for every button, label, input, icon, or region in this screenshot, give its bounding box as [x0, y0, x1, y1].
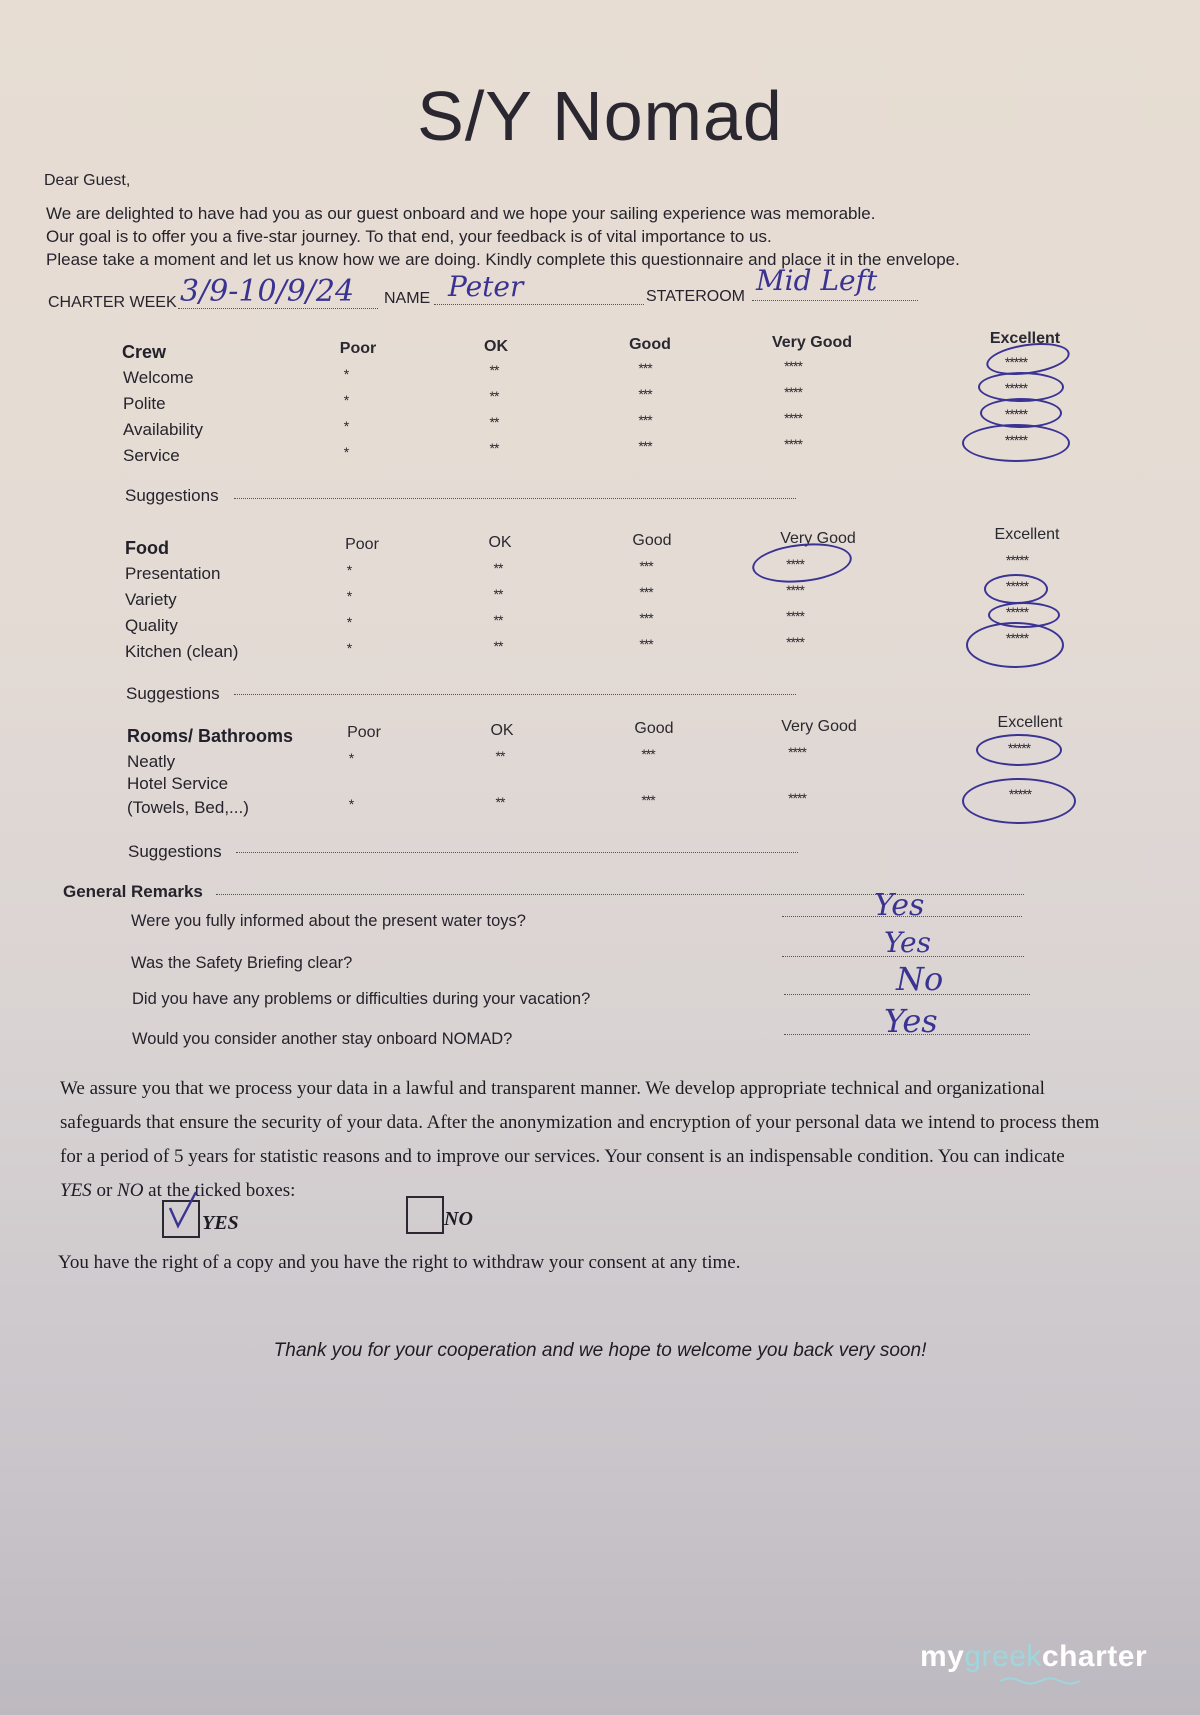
consent-yes-checkbox[interactable] [162, 1200, 200, 1238]
rating-stars[interactable]: **** [788, 744, 806, 760]
crew-col-excellent: Excellent [989, 330, 1061, 347]
rating-stars[interactable]: ** [493, 586, 503, 602]
rating-stars[interactable]: **** [786, 634, 804, 650]
rooms-col-good: Good [634, 720, 674, 737]
intro-line-3: Please take a moment and let us know how we are doing. Kindly complete this questionnaire and place it in the envelope. [46, 250, 960, 269]
rating-stars[interactable]: ** [493, 560, 503, 576]
intro-line-2: Our goal is to offer you a five-star journey. To that end, your feedback is of vital importance to us. [46, 227, 772, 246]
rating-stars[interactable]: ** [493, 638, 503, 654]
rating-stars-selected[interactable]: ***** [1004, 380, 1028, 396]
rating-stars-selected[interactable]: ***** [1005, 604, 1029, 620]
consent-no-checkbox[interactable] [406, 1196, 444, 1234]
rating-stars-selected[interactable]: ***** [1004, 406, 1028, 422]
rating-stars[interactable]: ** [489, 388, 499, 404]
rooms-suggestions-label: Suggestions [128, 842, 222, 861]
rating-stars[interactable]: * [346, 614, 352, 630]
rating-stars[interactable]: * [343, 366, 349, 382]
rating-stars-selected[interactable]: ***** [1008, 786, 1032, 802]
checkmark-icon [166, 1190, 200, 1230]
rating-stars[interactable]: * [343, 392, 349, 408]
rating-stars[interactable]: * [346, 562, 352, 578]
rating-stars[interactable]: * [346, 588, 352, 604]
crew-col-poor: Poor [339, 340, 377, 357]
crew-suggestions-line[interactable] [234, 498, 796, 499]
rating-stars[interactable]: **** [784, 384, 802, 400]
rating-stars-selected[interactable]: ***** [1005, 630, 1029, 646]
charter-week-value[interactable]: 3/9-10/9/24 [180, 274, 355, 309]
selection-circle [976, 734, 1062, 766]
consent-line-1: We assure you that we process your data in a lawful and transparent manner. We develop appropriate technical and organizational [60, 1078, 1045, 1099]
food-col-excellent: Excellent [994, 526, 1060, 543]
food-col-very-good: Very Good [780, 530, 856, 547]
question-3: Did you have any problems or difficulties during your vacation? [132, 990, 591, 1008]
answer-1[interactable]: Yes [874, 888, 925, 923]
rating-stars[interactable]: **** [786, 582, 804, 598]
consent-no-word: NO [117, 1180, 144, 1201]
food-suggestions-line[interactable] [234, 694, 796, 695]
rating-stars[interactable]: ** [489, 362, 499, 378]
selection-circle [984, 574, 1048, 604]
crew-col-very-good: Very Good [771, 334, 853, 351]
rating-stars[interactable]: ** [489, 440, 499, 456]
thank-you-message: Thank you for your cooperation and we hope to welcome you back very soon! [273, 1340, 927, 1361]
rating-stars-selected[interactable]: ***** [1007, 740, 1031, 756]
crew-col-good: Good [629, 336, 671, 353]
rooms-col-very-good: Very Good [781, 718, 857, 735]
question-1: Were you fully informed about the present water toys? [131, 912, 526, 930]
rating-stars[interactable]: **** [784, 410, 802, 426]
food-col-good: Good [632, 532, 672, 549]
food-col-ok: OK [488, 534, 512, 551]
question-2: Was the Safety Briefing clear? [131, 954, 353, 972]
stateroom-label: STATEROOM [646, 288, 745, 305]
rating-stars[interactable]: *** [639, 558, 653, 574]
watermark-logo: mygreekcharter [920, 1640, 1148, 1673]
selection-circle [962, 424, 1070, 462]
rating-stars[interactable]: *** [638, 386, 652, 402]
rating-stars[interactable]: * [348, 750, 354, 766]
food-row-presentation: Presentation [125, 564, 221, 583]
rooms-section-title: Rooms/ Bathrooms [127, 726, 294, 746]
food-col-poor: Poor [345, 536, 379, 553]
rating-stars[interactable]: **** [784, 436, 802, 452]
wave-icon [1000, 1676, 1080, 1686]
rating-stars[interactable]: * [343, 418, 349, 434]
rating-stars[interactable]: *** [638, 438, 652, 454]
rating-stars[interactable]: * [343, 444, 349, 460]
rooms-col-ok: OK [490, 722, 514, 739]
crew-section-title: Crew [122, 342, 167, 362]
food-row-kitchen: Kitchen (clean) [125, 642, 239, 661]
food-row-variety: Variety [125, 590, 177, 609]
consent-or: or [91, 1180, 118, 1201]
consent-yes-label: YES [202, 1212, 239, 1234]
consent-yes-word: YES [60, 1180, 92, 1201]
rooms-col-excellent: Excellent [997, 714, 1063, 731]
name-line [434, 304, 644, 305]
food-section-title: Food [125, 538, 169, 558]
consent-ticked-boxes: at the ticked boxes: [143, 1180, 296, 1201]
food-row-quality: Quality [125, 616, 178, 635]
name-value[interactable]: Peter [448, 270, 524, 303]
rating-stars[interactable]: * [346, 640, 352, 656]
rating-stars[interactable]: *** [639, 636, 653, 652]
rating-stars[interactable]: *** [641, 746, 655, 762]
crew-suggestions-label: Suggestions [125, 486, 219, 505]
rooms-row-neatly: Neatly [127, 752, 176, 771]
food-suggestions-label: Suggestions [126, 684, 220, 703]
intro-line-1: We are delighted to have had you as our guest onboard and we hope your sailing experience was memorable. [46, 204, 876, 223]
rating-stars[interactable]: *** [638, 412, 652, 428]
crew-row-polite: Polite [123, 394, 166, 413]
rooms-col-poor: Poor [347, 724, 381, 741]
stateroom-line [752, 300, 918, 301]
consent-line-3: for a period of 5 years for statistic reasons and to improve our services. Your consent is an indispensable condition. You can indicate [60, 1146, 1065, 1167]
rating-stars[interactable]: *** [639, 584, 653, 600]
answer-2[interactable]: Yes [884, 926, 931, 959]
rooms-suggestions-line[interactable] [236, 852, 798, 853]
rating-stars[interactable]: ** [489, 414, 499, 430]
crew-row-service: Service [123, 446, 180, 465]
charter-week-label: CHARTER WEEK [48, 294, 177, 311]
selection-circle [966, 622, 1064, 668]
general-remarks-label: General Remarks [63, 882, 203, 901]
rooms-row-hotel-service-detail: (Towels, Bed,...) [127, 798, 249, 817]
question-4: Would you consider another stay onboard NOMAD? [132, 1030, 513, 1048]
consent-line-2: safeguards that ensure the security of your data. After the anonymization and encryption of your personal data we intend to process them [60, 1112, 1100, 1133]
rating-stars[interactable]: ***** [1005, 552, 1029, 568]
rating-stars[interactable]: ** [493, 612, 503, 628]
rating-stars[interactable]: **** [788, 790, 806, 806]
rating-stars[interactable]: ** [495, 794, 505, 810]
rating-stars-selected[interactable]: **** [786, 556, 804, 572]
name-label: NAME [384, 290, 431, 307]
consent-rights: You have the right of a copy and you have the right to withdraw your consent at any time. [58, 1252, 741, 1273]
rating-stars[interactable]: **** [786, 608, 804, 624]
answer-4[interactable]: Yes [884, 1002, 938, 1040]
rating-stars[interactable]: **** [784, 358, 802, 374]
crew-col-ok: OK [484, 338, 508, 355]
crew-row-availability: Availability [123, 420, 204, 439]
rating-stars[interactable]: * [348, 796, 354, 812]
page-title: S/Y Nomad [417, 77, 783, 155]
rating-stars-selected[interactable]: ***** [1004, 432, 1028, 448]
rooms-row-hotel-service: Hotel Service [127, 774, 229, 793]
rating-stars[interactable]: *** [641, 792, 655, 808]
rating-stars[interactable]: ** [495, 748, 505, 764]
rating-stars-selected[interactable]: ***** [1004, 354, 1028, 370]
consent-no-label: NO [444, 1208, 473, 1230]
stateroom-value[interactable]: Mid Left [756, 264, 878, 297]
crew-row-welcome: Welcome [123, 368, 194, 387]
rating-stars-selected[interactable]: ***** [1005, 578, 1029, 594]
greeting: Dear Guest, [44, 172, 131, 189]
selection-circle [962, 778, 1076, 824]
rating-stars[interactable]: *** [638, 360, 652, 376]
answer-3[interactable]: No [896, 960, 944, 998]
rating-stars[interactable]: *** [639, 610, 653, 626]
